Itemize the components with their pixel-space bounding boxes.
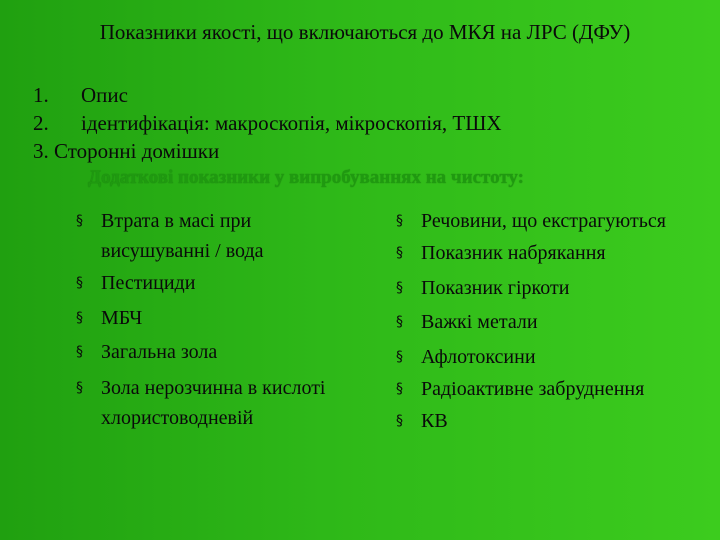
bullet-icon: §: [76, 379, 83, 396]
bullet-icon: §: [396, 279, 403, 296]
slide-title: Показники якості, що включаються до МКЯ на ЛРС (ДФУ): [99, 20, 631, 44]
bullet-icon: §: [76, 344, 83, 360]
bullet-item: § КВ: [396, 404, 696, 439]
bullet-item: § Афлотоксини: [396, 340, 696, 375]
bullet-icon: §: [396, 213, 403, 229]
bullet-icon: §: [76, 309, 83, 326]
list-item-1: [33, 82, 128, 108]
bullet-item: § Речовини, що екстрагуються: [396, 206, 696, 236]
bullet-icon: §: [396, 413, 403, 429]
right-bullet-list: [396, 206, 696, 439]
bullet-item: § Зола нерозчинна в кислоті хлористоводневій: [76, 373, 336, 433]
bullet-item: § Показник набрякання: [396, 236, 696, 271]
bullet-item: § Важкі метали: [396, 305, 696, 340]
list-text: Сторонні домішки: [54, 139, 220, 163]
bullet-item: § Радіоактивне забруднення: [396, 374, 696, 404]
list-text: Опис: [81, 83, 128, 107]
bullet-item: § Показник гіркоти: [396, 271, 696, 306]
list-number: 2.: [33, 111, 49, 135]
list-number: 1.: [33, 83, 49, 107]
bullet-item: § МБЧ: [76, 301, 336, 336]
bullet-item: § Втрата в масі при висушуванні / вода: [76, 206, 336, 266]
subheading: Додаткові показники у випробуваннях на чистоту:: [88, 167, 524, 188]
list-text: ідентифікація: макроскопія, мікроскопія, ТШХ: [81, 111, 502, 135]
bullet-item: § Пестициди: [76, 266, 336, 301]
list-item-3: [33, 138, 219, 164]
bullet-icon: §: [76, 275, 83, 291]
bullet-icon: §: [396, 348, 403, 365]
bullet-icon: §: [396, 245, 403, 261]
list-number: 3.: [33, 139, 49, 163]
bullet-item: § Загальна зола: [76, 335, 336, 370]
left-bullet-list: [76, 206, 336, 433]
bullet-icon: §: [76, 213, 83, 229]
list-item-2: [33, 110, 502, 136]
bullet-icon: §: [396, 314, 403, 330]
bullet-icon: §: [396, 381, 403, 397]
